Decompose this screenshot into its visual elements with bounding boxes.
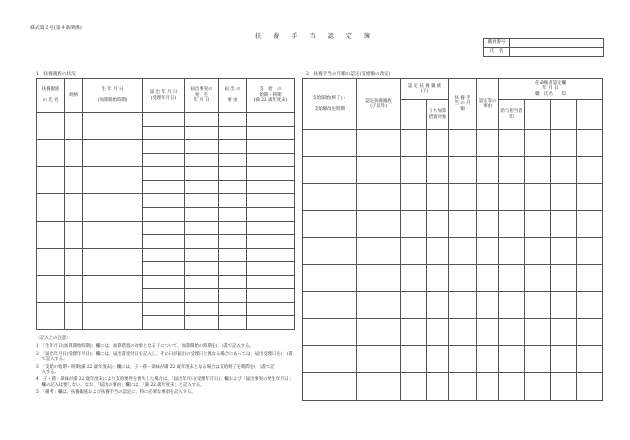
section1-heading: 1 扶養親族の状況 [36, 72, 76, 77]
note-item: 欄の記入は要しない。なお、「届出の事由」欄には、「満 22 歳年度末」と記入する。 [36, 382, 205, 388]
col-approver: 給与担当者印 [499, 100, 525, 130]
table-row [37, 248, 295, 262]
table-row [37, 167, 295, 181]
note-item: 入する。 [36, 369, 59, 375]
table-row [303, 292, 603, 319]
col-reason: 認定等の 事由 [477, 79, 499, 130]
table-row [303, 319, 603, 346]
table-row [37, 113, 295, 127]
col-monthly: 扶 養 手 当 の 月 額 [449, 79, 477, 130]
table-row [303, 265, 603, 292]
col-payment-start: 支給開始(終了)・ 支給額改定時期 [303, 79, 357, 130]
col-subtotal-sub: うち加算 措置対象 [427, 100, 449, 130]
page-title: 扶 養 手 当 認 定 簿 [254, 33, 376, 40]
note-item: 1 「生年月日(加算開始時期)」欄には、加算措置の対象となる子について、加算開始の時期を( )書で記入する。 [36, 344, 254, 350]
table-row [303, 184, 603, 211]
staff-id-table [483, 38, 604, 57]
table-row [303, 130, 603, 157]
note-item: で記入する。 [36, 356, 68, 362]
table-row [37, 221, 295, 235]
table-row [303, 238, 603, 265]
col-event-date: 届出事実の 発 生 年 月 日 [185, 79, 219, 113]
table-row [37, 302, 295, 316]
col-subtotal-child [401, 100, 427, 130]
table-row [303, 211, 603, 238]
col-report-reason: 届 出 の 事 由 [219, 79, 247, 113]
table-row [37, 140, 295, 154]
staff-no-field[interactable] [510, 39, 604, 48]
table-row [303, 157, 603, 184]
note-item: 2 「届出年月日(受理年月日)」欄には、届出書受付日を記入し、その日が届出の受理日と異なる場合にあっては、届出受理日を( )書 [36, 351, 293, 357]
dependents-table [36, 78, 295, 330]
notes-block [36, 336, 293, 395]
staff-no-label: 職員番号 [484, 39, 510, 48]
table-row [37, 275, 295, 289]
col-relation: 続柄 [65, 79, 83, 113]
col-dependents-count: 認定扶養親族 (子以外) [357, 79, 401, 130]
table-row [37, 194, 295, 208]
form-number: 様式第２号(第４条関係) [30, 26, 82, 31]
notes-heading: 〈記入上の注意〉 [36, 336, 71, 341]
col-authorizer: 任命権者認定欄 年 月 日 職 氏名 印 [499, 79, 603, 100]
col-payment: 支 給 の 始期・終期 (満 22 歳年度末) [247, 79, 295, 113]
table-row [303, 346, 603, 373]
name-field[interactable] [510, 48, 604, 57]
col-subtotal: 認 定 扶 養 親 族 (子) [401, 79, 449, 100]
note-item: 3 「支給の始期・終期(満 22 歳年度末)」欄には、子・孫・弟妹が満 22 歳年度末となる場合は支給終了を期間を( )書で記 [36, 364, 275, 370]
col-name: 扶養親族 の 氏 名 [37, 79, 65, 113]
section2-heading: 2 扶養手当の月額の認定(支給額の改定) [306, 72, 391, 77]
note-item: 4 子・孫・弟妹が満 22 歳年度末により支給要件を喪失した場合は、「届出年月日(受理年月日)」欄および「届出事実の発生年月日」 [36, 377, 294, 383]
table-row [303, 373, 603, 401]
col-birth: 生 年 月 日 (加算開始時期) [83, 79, 143, 113]
name-label: 氏 名 [484, 48, 510, 57]
col-report-date: 届 出 年 月 日 (受理年月日) [143, 79, 185, 113]
note-item: 5 「備考」欄は、扶養親族および扶養手当の認定に、特に必要な事項を記入する。 [36, 390, 196, 396]
allowance-table [302, 78, 603, 401]
